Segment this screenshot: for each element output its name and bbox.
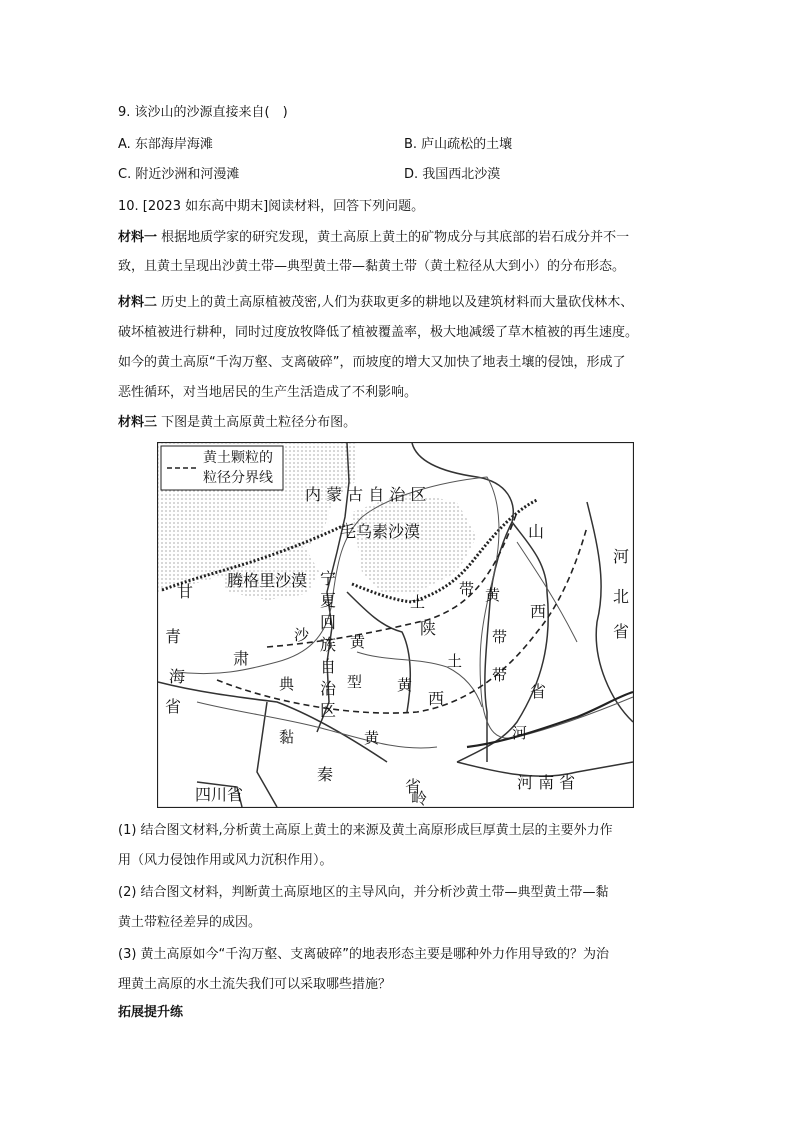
label-zu: 族 — [320, 635, 337, 654]
label-tu-dx: 土 — [447, 652, 463, 670]
material-3-text: 下图是黄土高原黄土粒径分布图。 — [157, 415, 357, 430]
legend-line-2: 粒径分界线 — [203, 470, 273, 486]
label-sichuan: 四川省 — [195, 785, 244, 804]
label-nian: 黏 — [279, 728, 295, 746]
label-dian: 典 — [279, 675, 295, 693]
q9-option-c[interactable]: C. 附近沙洲和河漫滩 — [118, 167, 240, 182]
label-xing: 型 — [347, 673, 363, 691]
label-xi-shx: 西 — [428, 689, 445, 708]
sub-question-3-line-1: (3) 黄土高原如今“千沟万壑、支离破碎”的地表形态主要是哪种外力作用导致的？为治 — [118, 947, 610, 962]
loess-grain-size-map — [157, 442, 634, 808]
label-dai-sha: 带 — [459, 580, 475, 598]
material-3-label: 材料三 — [118, 415, 158, 430]
label-zhi: 治 — [320, 679, 337, 698]
label-neimenggu: 内 蒙 古 自 治 区 — [305, 485, 427, 504]
q9-option-b[interactable]: B. 庐山疏松的土壤 — [404, 137, 513, 152]
label-huang-river: 黄 — [397, 676, 413, 694]
label-henan: 河 南 省 — [517, 773, 576, 792]
label-qing: 青 — [165, 627, 182, 646]
material-2-line-2: 破坏植被进行耕种，同时过度放牧降低了植被覆盖率，极大地减缓了草木植被的再生速度。 — [118, 325, 639, 340]
label-su: 肃 — [233, 649, 250, 668]
material-1-label: 材料一 — [118, 230, 158, 245]
label-sheng-shx: 省 — [405, 777, 422, 796]
label-shan-shx: 陕 — [420, 619, 437, 638]
label-dai-dx-2: 带 — [492, 666, 508, 684]
label-sheng-hb: 省 — [613, 622, 630, 641]
label-sha: 沙 — [294, 626, 310, 644]
q9-question: 9. 该沙山的沙源直接来自( ) — [118, 105, 288, 120]
label-shan-sx: 山 — [528, 522, 545, 541]
sub-question-2-line-2: 黄土带粒径差异的成因。 — [118, 915, 262, 930]
material-1-text: 根据地质学家的研究发现，黄土高原上黄土的矿物成分与其底部的岩石成分并不一 — [157, 230, 630, 245]
label-zi: 自 — [320, 657, 337, 676]
label-gan: 甘 — [177, 582, 194, 601]
label-maowusu: 毛乌素沙漠 — [340, 522, 421, 541]
material-2-text: 历史上的黄土高原植被茂密,人们为获取更多的耕地以及建筑材料而大量砍伐林木、 — [157, 295, 634, 310]
q9-option-d[interactable]: D. 我国西北沙漠 — [404, 167, 501, 182]
label-huang-dx: 黄 — [350, 633, 366, 651]
label-qu: 区 — [320, 701, 337, 720]
label-sheng-sx: 省 — [530, 682, 547, 701]
label-he-hb: 河 — [613, 547, 630, 566]
q9-option-a[interactable]: A. 东部海岸海滩 — [118, 137, 213, 152]
legend-line-1: 黄土颗粒的 — [203, 450, 273, 466]
material-2-line-4: 恶性循环，对当地居民的生产生活造成了不利影响。 — [118, 385, 418, 400]
label-xia: 夏 — [320, 591, 337, 610]
label-bei-hb: 北 — [613, 587, 630, 606]
sub-question-3-line-2: 理黄土高原的水土流失我们可以采取哪些措施？ — [118, 977, 392, 992]
label-tu-sha: 土 — [410, 593, 426, 611]
material-1-line-2: 致，且黄土呈现出沙黄土带—典型黄土带—黏黄土带（黄土粒径从大到小）的分布形态。 — [118, 259, 626, 274]
label-qin: 秦 — [317, 765, 334, 784]
material-2-line-3: 如今的黄土高原“千沟万壑、支离破碎”，而坡度的增大又加快了地表土壤的侵蚀，形成了 — [118, 355, 626, 370]
label-sheng-qh: 省 — [165, 697, 182, 716]
label-hui: 回 — [320, 613, 337, 632]
label-ning: 宁 — [320, 569, 337, 588]
label-xi-sx: 西 — [530, 602, 547, 621]
q10-intro: 10. [2023 如东高中期末]阅读材料，回答下列问题。 — [118, 199, 425, 214]
label-ling: 岭 — [411, 789, 428, 808]
material-1-line-1 — [118, 229, 629, 247]
label-tenggeli: 腾格里沙漠 — [227, 571, 308, 590]
sub-question-1-line-2: 用（风力侵蚀作用或风力沉积作用）。 — [118, 853, 333, 868]
sub-question-1-line-1: (1) 结合图文材料,分析黄土高原上黄土的来源及黄土高原形成巨厚黄土层的主要外力作 — [118, 823, 613, 838]
sub-question-2-line-1: (2) 结合图文材料，判断黄土高原地区的主导风向，并分析沙黄土带—典型黄土带—黏 — [118, 885, 609, 900]
label-dai-dx-1: 带 — [492, 628, 508, 646]
material-2-label: 材料二 — [118, 295, 158, 310]
material-2-line-1 — [118, 294, 633, 312]
material-3-line — [118, 414, 356, 432]
label-hai: 海 — [169, 667, 186, 686]
label-huang-n: 黄 — [364, 729, 380, 747]
section-heading: 拓展提升练 — [118, 1005, 184, 1020]
label-huang-sha: 黄 — [485, 586, 501, 604]
label-he-river: 河 — [512, 724, 528, 742]
